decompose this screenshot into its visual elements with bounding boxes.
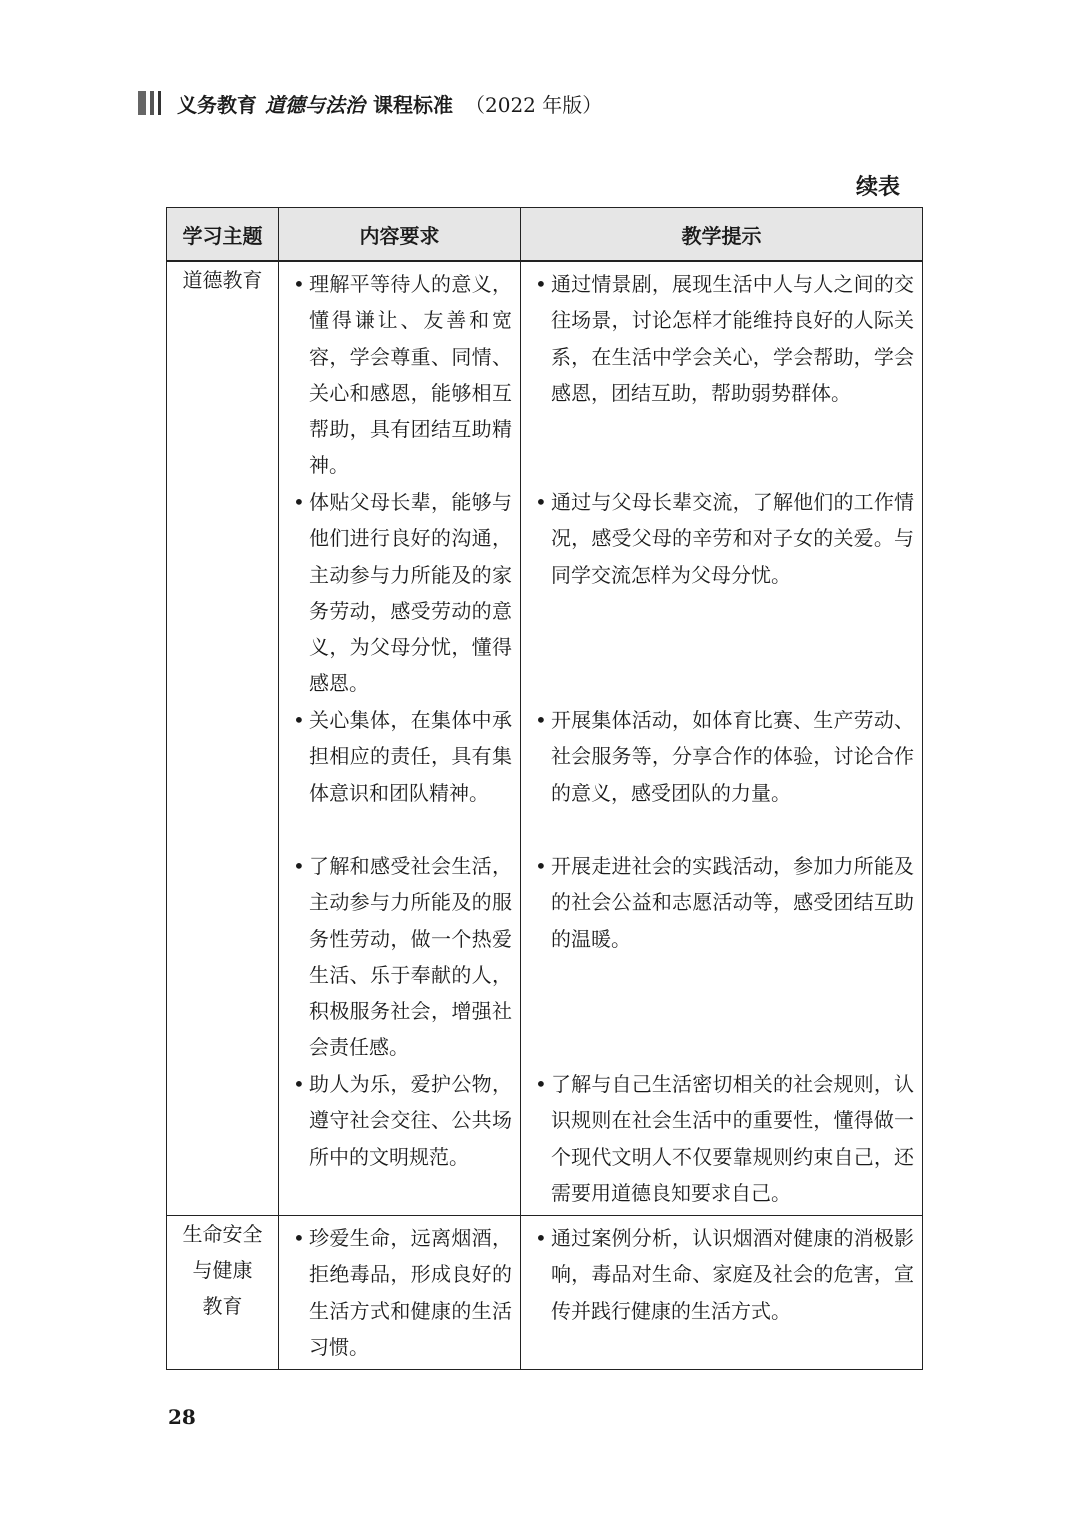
requirement-item: • 珍爱生命，远离烟酒，拒绝毒品，形成良好的生活方式和健康的生活习惯。 bbox=[293, 1220, 512, 1365]
tip-item: • 了解与自己生活密切相关的社会规则，认识规则在社会生活中的重要性，懂得做一个现代文明人不仅要靠规则约束自己，还需要用道德良知要求自己。 bbox=[535, 1066, 914, 1211]
header-bars-decoration bbox=[138, 91, 165, 115]
header-tip: 教学提示 bbox=[521, 208, 923, 262]
tip-item: • 通过与父母长辈交流，了解他们的工作情况，感受父母的辛劳和对子女的关爱。与同学交流怎样为父母分忧。 bbox=[535, 484, 914, 702]
header-title-part1: 义务教育 bbox=[177, 92, 257, 117]
requirement-item: • 了解和感受社会生活，主动参与力所能及的服务性劳动，做一个热爱生活、乐于奉献的人，积极服务社会，增强社会责任感。 bbox=[293, 848, 512, 1066]
header-requirement: 内容要求 bbox=[279, 208, 521, 262]
requirement-cell bbox=[279, 1216, 521, 1370]
header-title-part3: 课程标准 bbox=[373, 92, 453, 117]
topic-name: 道德教育 bbox=[182, 268, 263, 292]
header-topic: 学习主题 bbox=[167, 208, 279, 262]
requirement-cell bbox=[279, 261, 521, 1216]
tip-cell bbox=[521, 261, 923, 1216]
header-edition: （2022 年版） bbox=[465, 92, 603, 117]
continued-label: 续表 bbox=[855, 175, 900, 200]
requirement-item: • 体贴父母长辈，能够与他们进行良好的沟通，主动参与力所能及的家务劳动，感受劳动的意义，为父母分忧，懂得感恩。 bbox=[293, 484, 512, 702]
table-header-row bbox=[167, 208, 923, 262]
requirement-item: • 理解平等待人的意义，懂得谦让、友善和宽容，学会尊重、同情、关心和感恩，能够相互帮助，具有团结互助精神。 bbox=[293, 266, 512, 484]
requirement-item: • 助人为乐，爱护公物，遵守社会交往、公共场所中的文明规范。 bbox=[293, 1066, 512, 1211]
table-row bbox=[167, 1216, 923, 1370]
requirement-item: • 关心集体，在集体中承担相应的责任，具有集体意识和团队精神。 bbox=[293, 702, 512, 848]
running-header bbox=[138, 88, 602, 118]
topic-name-line: 教育 bbox=[202, 1294, 243, 1318]
page-number: 28 bbox=[168, 1405, 196, 1429]
topic-cell bbox=[167, 1216, 279, 1370]
tip-item: • 通过情景剧，展现生活中人与人之间的交往场景，讨论怎样才能维持良好的人际关系，在生活中学会关心，学会帮助，学会感恩，团结互助，帮助弱势群体。 bbox=[535, 266, 914, 484]
table-row bbox=[167, 261, 923, 1216]
tip-item: • 开展集体活动，如体育比赛、生产劳动、社会服务等，分享合作的体验，讨论合作的意义，感受团队的力量。 bbox=[535, 702, 914, 848]
topic-name-line: 与健康 bbox=[192, 1258, 253, 1282]
tip-cell bbox=[521, 1216, 923, 1370]
topic-name-line: 生命安全 bbox=[182, 1222, 263, 1246]
curriculum-table bbox=[166, 207, 923, 1370]
header-title-part2: 道德与法治 bbox=[265, 92, 365, 117]
topic-cell bbox=[167, 261, 279, 1216]
tip-item: • 开展走进社会的实践活动，参加力所能及的社会公益和志愿活动等，感受团结互助的温暖。 bbox=[535, 848, 914, 1066]
tip-item: • 通过案例分析，认识烟酒对健康的消极影响，毒品对生命、家庭及社会的危害，宣传并践行健康的生活方式。 bbox=[535, 1220, 914, 1329]
